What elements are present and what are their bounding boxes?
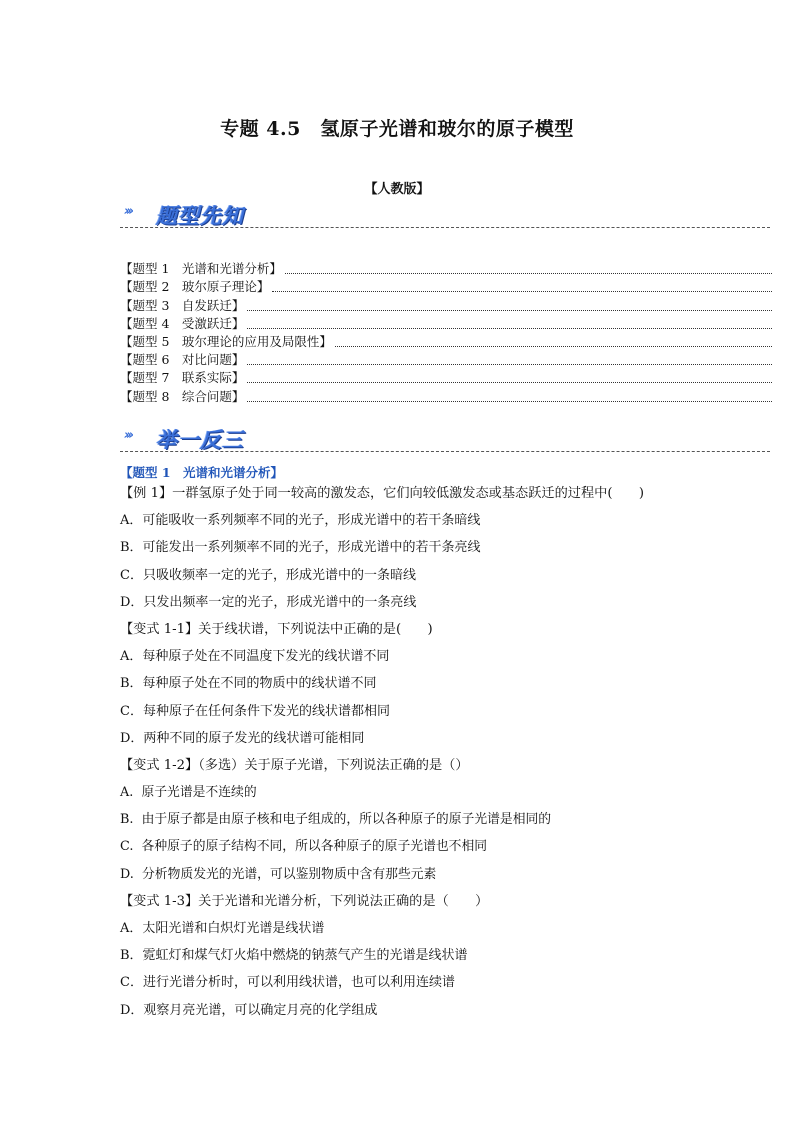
- answer-option: B. 由于原子都是由原子核和电子组成的，所以各种原子的原子光谱是相同的: [120, 812, 552, 828]
- question-stem: 【变式 1-2】（多选）关于原子光谱，下列说法正确的是（）: [120, 757, 469, 773]
- section-heading: 【题型 1 光谱和光谱分析】: [120, 465, 284, 480]
- page-title: 专题 4.5 氢原子光谱和玻尔的原子模型: [220, 118, 574, 140]
- question-content: [120, 462, 780, 1028]
- answer-option: D．两种不同的原子发光的线状谱可能相同: [120, 730, 365, 746]
- answer-option: D. 分析物质发光的光谱，可以鉴别物质中含有那些元素: [120, 866, 437, 882]
- section-banner-practice: [120, 424, 770, 452]
- toc-item[interactable]: 【题型 1 光谱和光谱分析】: [120, 260, 774, 278]
- question-stem: 【变式 1-1】关于线状谱，下列说法中正确的是( ): [120, 621, 433, 637]
- banner-label: 举一反三: [156, 428, 244, 452]
- edition-label: 【人教版】: [364, 182, 430, 197]
- question-stem: 【变式 1-3】关于光谱和光谱分析，下列说法正确的是（ ）: [120, 893, 489, 909]
- section-divider: [120, 227, 770, 228]
- table-of-contents: [120, 260, 774, 406]
- question-stem: 【例 1】一群氢原子处于同一较高的激发态，它们向较低激发态或基态跃迁的过程中( ): [120, 486, 644, 501]
- answer-option: A．可能吸收一系列频率不同的光子，形成光谱中的若干条暗线: [120, 513, 481, 529]
- banner-arrows-icon: ›››: [124, 204, 132, 219]
- answer-option: A．太阳光谱和白炽灯光谱是线状谱: [120, 921, 325, 936]
- answer-option: A. 原子光谱是不连续的: [120, 785, 257, 801]
- toc-item[interactable]: 【题型 2 玻尔原子理论】: [120, 278, 774, 296]
- toc-leader: [247, 364, 772, 365]
- answer-option: A．每种原子处在不同温度下发光的线状谱不同: [120, 649, 390, 665]
- toc-item[interactable]: 【题型 3 自发跃迁】: [120, 296, 774, 314]
- answer-option: C. 各种原子的原子结构不同，所以各种原子的原子光谱也不相同: [120, 839, 488, 855]
- toc-item[interactable]: 【题型 5 玻尔理论的应用及局限性】: [120, 333, 774, 351]
- answer-option: D．只发出频率一定的光子，形成光谱中的一条亮线: [120, 594, 417, 610]
- answer-option: C．只吸收频率一定的光子，形成光谱中的一条暗线: [120, 567, 416, 583]
- toc-item[interactable]: 【题型 4 受激跃迁】: [120, 315, 774, 333]
- answer-option: B．霓虹灯和煤气灯火焰中燃烧的钠蒸气产生的光谱是线状谱: [120, 948, 468, 964]
- toc-leader: [247, 382, 772, 383]
- answer-option: B．可能发出一系列频率不同的光子，形成光谱中的若干条亮线: [120, 540, 481, 556]
- section-divider: [120, 451, 770, 452]
- answer-option: C．进行光谱分析时，可以利用线状谱，也可以利用连续谱: [120, 975, 455, 991]
- toc-item[interactable]: 【题型 6 对比问题】: [120, 351, 774, 369]
- answer-option: C．每种原子在任何条件下发光的线状谱都相同: [120, 703, 390, 719]
- toc-leader: [247, 401, 772, 402]
- toc-leader: [272, 291, 772, 292]
- answer-option: B．每种原子处在不同的物质中的线状谱不同: [120, 676, 377, 692]
- banner-label: 题型先知: [156, 204, 244, 228]
- toc-leader: [247, 310, 772, 311]
- toc-item[interactable]: 【题型 8 综合问题】: [120, 387, 774, 405]
- answer-option: D．观察月亮光谱，可以确定月亮的化学组成: [120, 1002, 378, 1018]
- toc-leader: [335, 346, 772, 347]
- banner-arrows-icon: ›››: [124, 428, 132, 443]
- toc-leader: [247, 328, 772, 329]
- toc-leader: [285, 273, 772, 274]
- toc-item[interactable]: 【题型 7 联系实际】: [120, 369, 774, 387]
- section-banner-preview: [120, 200, 770, 228]
